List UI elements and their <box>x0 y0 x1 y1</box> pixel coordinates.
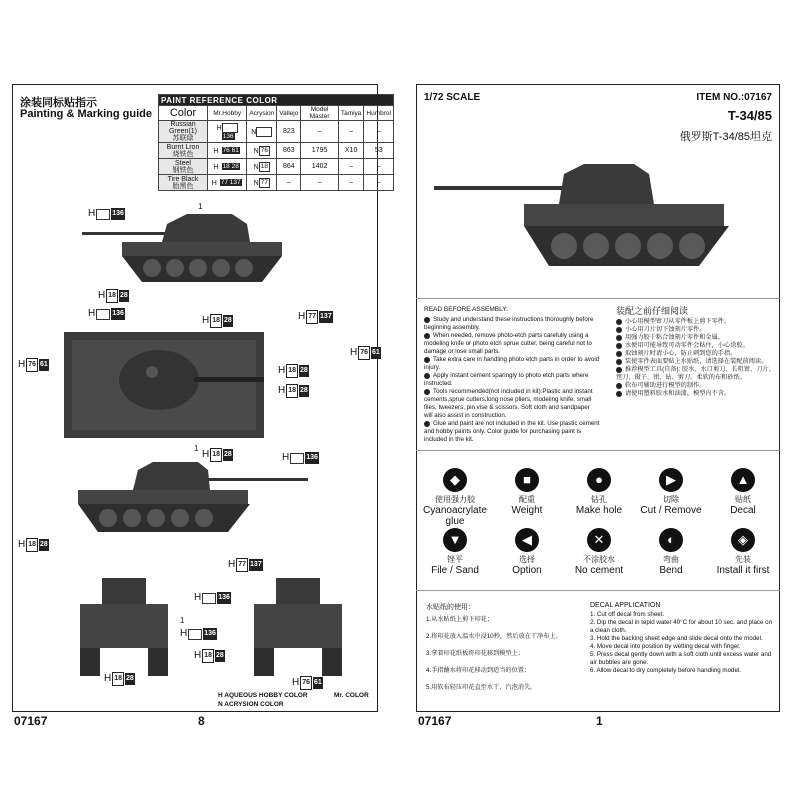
callout-h18-28 <box>202 448 233 462</box>
callout-h18-28 <box>18 538 49 552</box>
callout-h136 <box>282 452 319 464</box>
decal-title-en: DECAL APPLICATION <box>590 602 661 609</box>
h-letter: H <box>228 559 236 570</box>
list-item: 2.将印花放入温水中浸10秒，然后放在干净布上。 <box>426 633 562 640</box>
paint-row <box>159 159 394 175</box>
legend-mr-color: Mr. COLOR <box>334 692 369 699</box>
install-first-icon: ◈ <box>731 528 755 552</box>
left-footer-item: 07167 <box>14 714 48 728</box>
list-item: 4. Move decal into position by wetting decal with finger. <box>590 643 741 650</box>
list-item: 1. Cut off decal from sheet. <box>590 611 665 618</box>
tank-top-view <box>64 332 264 440</box>
list-item: 6. Allow decal to dry completely before handling model. <box>590 667 741 674</box>
tamiya-cell: – <box>338 175 364 191</box>
h-letter: H <box>180 628 188 639</box>
tool-decal: ▲ 贴纸 Decal <box>710 468 776 516</box>
paint-name: Tire Black <box>167 175 199 183</box>
list-item: 3. Hold the backing sheet edge and slide decal onto the model. <box>590 635 763 642</box>
list-item: Study and understand these instructions thoroughly before beginning assembly. <box>424 316 594 331</box>
tamiya-cell: – <box>338 159 364 175</box>
right-page <box>404 84 786 742</box>
list-item: 装使零件表面要贴上水贴纸，请选择在装配前阅读。 <box>616 358 776 366</box>
acrysion-code: 76 <box>260 146 268 154</box>
mrhobby-cell: H 77 137 <box>208 175 247 191</box>
h-letter: H <box>298 311 306 322</box>
acrysion-cell: N <box>247 121 277 143</box>
humbrol-cell: – <box>364 175 394 191</box>
list-item: 取蚀刻片时请小心，防止刺到您的手指。 <box>616 350 776 358</box>
model-master-cell: 1795 <box>301 143 339 159</box>
list-item: 请使用塑料胶水和油漆，模型内不含。 <box>616 390 776 398</box>
callout-code: 18 <box>106 289 118 303</box>
h-letter: H <box>282 452 290 463</box>
vallejo-cell: 823 <box>277 121 301 143</box>
model-master-cell: – <box>301 175 339 191</box>
guide-title-en: Painting & Marking guide <box>20 108 153 120</box>
callout-number: 1 <box>194 444 199 453</box>
callout-code: 137 <box>249 559 263 571</box>
callout-code: 28 <box>125 673 135 685</box>
list-item: 用强力胶于粘合蚀刻片零件和金属。 <box>616 334 776 342</box>
callout-code: 18 <box>286 364 298 378</box>
mrhobby-cell: H 76 61 <box>208 143 247 159</box>
callout-code: 18 <box>286 384 298 398</box>
model-master-cell: 1402 <box>301 159 339 175</box>
paint-header-vallejo: Vallejo <box>277 106 301 121</box>
callout-code: 28 <box>299 365 309 377</box>
callout-h18-28 <box>278 384 309 398</box>
tamiya-cell: X10 <box>338 143 364 159</box>
h-letter: H <box>292 677 300 688</box>
callout-code: 18 <box>112 672 124 686</box>
h-letter: H <box>278 385 286 396</box>
h-letter: H <box>202 315 210 326</box>
list-item: 5. Press decal gently down with a soft cloth until excess water and air bubbles are gone. <box>590 651 772 666</box>
list-item: 2. Dip the decal in tepid water 40°C for about 10 sec. and place on a clean cloth. <box>590 619 773 634</box>
vallejo-cell: – <box>277 175 301 191</box>
callout-h18-28 <box>278 364 309 378</box>
mrhobby-cell: H 18 28 <box>208 159 247 175</box>
acrysion-cell: N 18 <box>247 159 277 175</box>
vallejo-cell: 863 <box>277 143 301 159</box>
h-letter: H <box>88 208 96 219</box>
decal-list-en <box>590 611 774 675</box>
model-master-cell: – <box>301 121 339 143</box>
vallejo-cell: 864 <box>277 159 301 175</box>
callout-h76-61 <box>18 358 49 372</box>
option-icon: ◀ <box>515 528 539 552</box>
paint-name: Burnt Lron <box>166 143 200 151</box>
callout-h76-61 <box>350 346 381 360</box>
callout-h18-28 <box>202 314 233 328</box>
callout-code: 28 <box>299 385 309 397</box>
acrysion-cell: N 76 <box>247 143 277 159</box>
acrysion-code: 77 <box>260 178 268 186</box>
callout-code: 136 <box>217 592 231 604</box>
callout-h18-28 <box>104 672 135 686</box>
paint-header-tamiya: Tamiya <box>338 106 364 121</box>
h-letter: H <box>194 650 202 661</box>
guide-title-cn: 涂装同标贴指示 <box>20 97 97 109</box>
tool-glue: ◆ 使用强力胶 Cyanoacrylate glue <box>422 468 488 527</box>
callout-code: 136 <box>111 308 125 320</box>
list-item: 小心用刀片切下蚀刻片零件。 <box>616 326 776 334</box>
decal-list-cn <box>426 616 596 692</box>
paint-name-cell <box>159 143 208 159</box>
callout-code: 136 <box>203 628 217 640</box>
h-letter: H <box>104 673 112 684</box>
callout-code: 61 <box>313 677 323 689</box>
callout-code: 61 <box>39 359 49 371</box>
callout-h136 <box>194 592 231 604</box>
paint-name-cn: 钢铁色 <box>172 166 194 174</box>
callout-h76-61 <box>292 676 323 690</box>
callout-code: 76 <box>26 358 38 372</box>
tool-weight: ■ 配重 Weight <box>494 468 560 516</box>
tool-no-cement: ✕ 不涂胶水 No cement <box>566 528 632 576</box>
list-item: 小心用模型钳刀从零件板上剪下零件。 <box>616 318 776 326</box>
list-item: 5.用软布轻压印花直至水干，汽泡消失。 <box>426 684 537 691</box>
callout-code: 18 <box>210 314 222 328</box>
paint-name: Russian Green(1) <box>168 121 197 135</box>
scale-label: 1/72 SCALE <box>424 92 481 103</box>
tool-option: ◀ 选择 Option <box>494 528 560 576</box>
callout-code: 28 <box>39 539 49 551</box>
acrysion-code: 18 <box>260 162 268 170</box>
list-item: Tools recommended(not included in kit):Plastic and instant cements,sprue cutters,long nose pliers, modeling knife, small files, tweezers, pin vise & scissors. Soft cloth and sandpaper will also assist in construction. <box>424 388 593 419</box>
humbrol-cell: – <box>364 159 394 175</box>
h-letter: H <box>350 347 358 358</box>
callout-code: 137 <box>319 311 333 323</box>
paint-name-cell <box>159 175 208 191</box>
mrhobby-code: 77 137 <box>220 178 241 186</box>
mrhobby-cell: H136 <box>208 121 247 143</box>
paint-name-cell <box>159 159 208 175</box>
tool-drill: ● 钻孔 Make hole <box>566 468 632 516</box>
h-letter: H <box>98 290 106 301</box>
decal-title-cn: 水贴纸的使用： <box>426 604 475 611</box>
list-item: When needed, remove photo-etch parts carefully using a modeling knife or photo etch sprue cutter, being careful not to damage or lose small parts. <box>424 332 592 355</box>
paint-name: Steel <box>175 159 191 167</box>
h-letter: H <box>278 365 286 376</box>
paint-name-cn: 烧铁色 <box>172 150 194 158</box>
callout-number: 1 <box>198 202 203 211</box>
callout-code: 76 <box>358 346 370 360</box>
glue-icon: ◆ <box>443 468 467 492</box>
callout-h18-28 <box>98 289 129 303</box>
list-item: 1.从水贴纸上剪下印花； <box>426 616 494 623</box>
acrysion-cell: N 77 <box>247 175 277 191</box>
humbrol-cell: – <box>364 121 394 143</box>
tamiya-cell: – <box>338 121 364 143</box>
list-item: 水便用可能导致可动零件会粘住，小心涂胶。 <box>616 342 776 350</box>
paint-reference-table <box>158 94 394 191</box>
callout-code: 76 <box>300 676 312 690</box>
right-footer-item: 07167 <box>418 714 452 728</box>
humbrol-cell: 53 <box>364 143 394 159</box>
model-name-cn: 俄罗斯T-34/85坦克 <box>679 131 772 143</box>
list-item: 4.手指蘸水将印花移动到适当的位置； <box>426 667 531 674</box>
tank-side-view-right <box>68 456 308 546</box>
model-name: T-34/85 <box>727 108 772 123</box>
h-letter: H <box>18 359 26 370</box>
paint-header-mrhobby: Mr.Hobby <box>208 106 247 121</box>
legend-acrysion: N ACRYSION COLOR <box>218 701 284 708</box>
file-icon: ▼ <box>443 528 467 552</box>
tool-bend: ◐ 弯曲 Bend <box>638 528 704 576</box>
tank-front-view <box>74 578 174 678</box>
list-item: 3.拿着印花纸板将印花移到模型上； <box>426 650 524 657</box>
paint-name-cell <box>159 121 208 143</box>
read-list-en <box>424 316 600 444</box>
bend-icon: ◐ <box>659 528 683 552</box>
paint-header-acrysion: Acrysion <box>247 106 277 121</box>
mrhobby-code: 76 61 <box>222 146 239 154</box>
paint-name-cn: 苏联绿 <box>172 135 194 142</box>
callout-code: 28 <box>223 449 233 461</box>
h-letter: H <box>18 539 26 550</box>
callout-code: 77 <box>236 558 248 572</box>
callout-code: 136 <box>305 452 319 464</box>
left-footer-page: 8 <box>198 714 205 728</box>
paint-header-model-master: Model Master <box>301 106 339 121</box>
tank-rear-view <box>248 578 348 678</box>
mrhobby-code: 136 <box>222 132 234 140</box>
list-item: Take extra care in handling photo etch parts in order to avoid injury. <box>424 356 600 371</box>
callout-code: 61 <box>371 347 381 359</box>
paint-row <box>159 121 394 143</box>
callout-number: 1 <box>180 616 185 625</box>
callout-h18-28 <box>194 649 225 663</box>
h-letter: H <box>202 449 210 460</box>
tool-install-first: ◈ 先装 Install it first <box>710 528 776 576</box>
list-item: 软布可辅助进行模型的制作。 <box>616 382 776 390</box>
left-page <box>12 84 394 742</box>
weight-icon: ■ <box>515 468 539 492</box>
mrhobby-code: 18 28 <box>222 162 239 170</box>
tool-cut: ▶ 切除 Cut / Remove <box>638 468 704 516</box>
callout-h77-137 <box>298 310 333 324</box>
callout-code: 28 <box>223 315 233 327</box>
callout-code: 28 <box>215 650 225 662</box>
callout-code: 28 <box>119 290 129 302</box>
callout-h77-137 <box>228 558 263 572</box>
decal-icon: ▲ <box>731 468 755 492</box>
callout-h136 <box>88 208 125 220</box>
paint-table-title: PAINT REFERENCE COLOR <box>159 95 394 106</box>
h-letter: H <box>194 592 202 603</box>
read-title-en: READ BEFORE ASSEMBLY: <box>424 306 509 313</box>
callout-code: 18 <box>26 538 38 552</box>
drill-icon: ● <box>587 468 611 492</box>
list-item: Apply instant cement sparingly to photo etch parts where instructed. <box>424 372 589 387</box>
paint-header-color: Color <box>159 106 208 121</box>
tank-box-art <box>434 164 744 284</box>
item-number: ITEM NO.:07167 <box>696 92 772 103</box>
paint-name-cn: 胎黑色 <box>172 182 194 190</box>
callout-code: 77 <box>306 310 318 324</box>
cut-icon: ▶ <box>659 468 683 492</box>
list-item: Glue and paint are not included in the kit. Use plastic cement and hobby paints only. Color guide for purchasing paint is included in the kit. <box>424 420 600 443</box>
callout-code: 136 <box>111 208 125 220</box>
callout-h136 <box>180 628 217 640</box>
callout-code: 18 <box>210 448 222 462</box>
paint-row <box>159 175 394 191</box>
right-footer-page: 1 <box>596 714 603 728</box>
read-title-cn: 装配之前仔细阅读 <box>616 306 689 316</box>
list-item: 推荐模型工具(自备): 胶水、水口剪刀、长咀钳、刀片、锉刀、镊子、钳、钻、剪刀。柔软的布和砂纸。 <box>616 366 775 381</box>
h-letter: H <box>88 308 96 319</box>
callout-code: 18 <box>202 649 214 663</box>
no-cement-icon: ✕ <box>587 528 611 552</box>
tool-file: ▼ 锉平 File / Sand <box>422 528 488 576</box>
paint-row <box>159 143 394 159</box>
paint-header-humbrol: Humbrol <box>364 106 394 121</box>
legend-aqueous: H AQUEOUS HOBBY COLOR <box>218 692 308 699</box>
callout-h136 <box>88 308 125 320</box>
read-list-cn <box>616 318 776 398</box>
